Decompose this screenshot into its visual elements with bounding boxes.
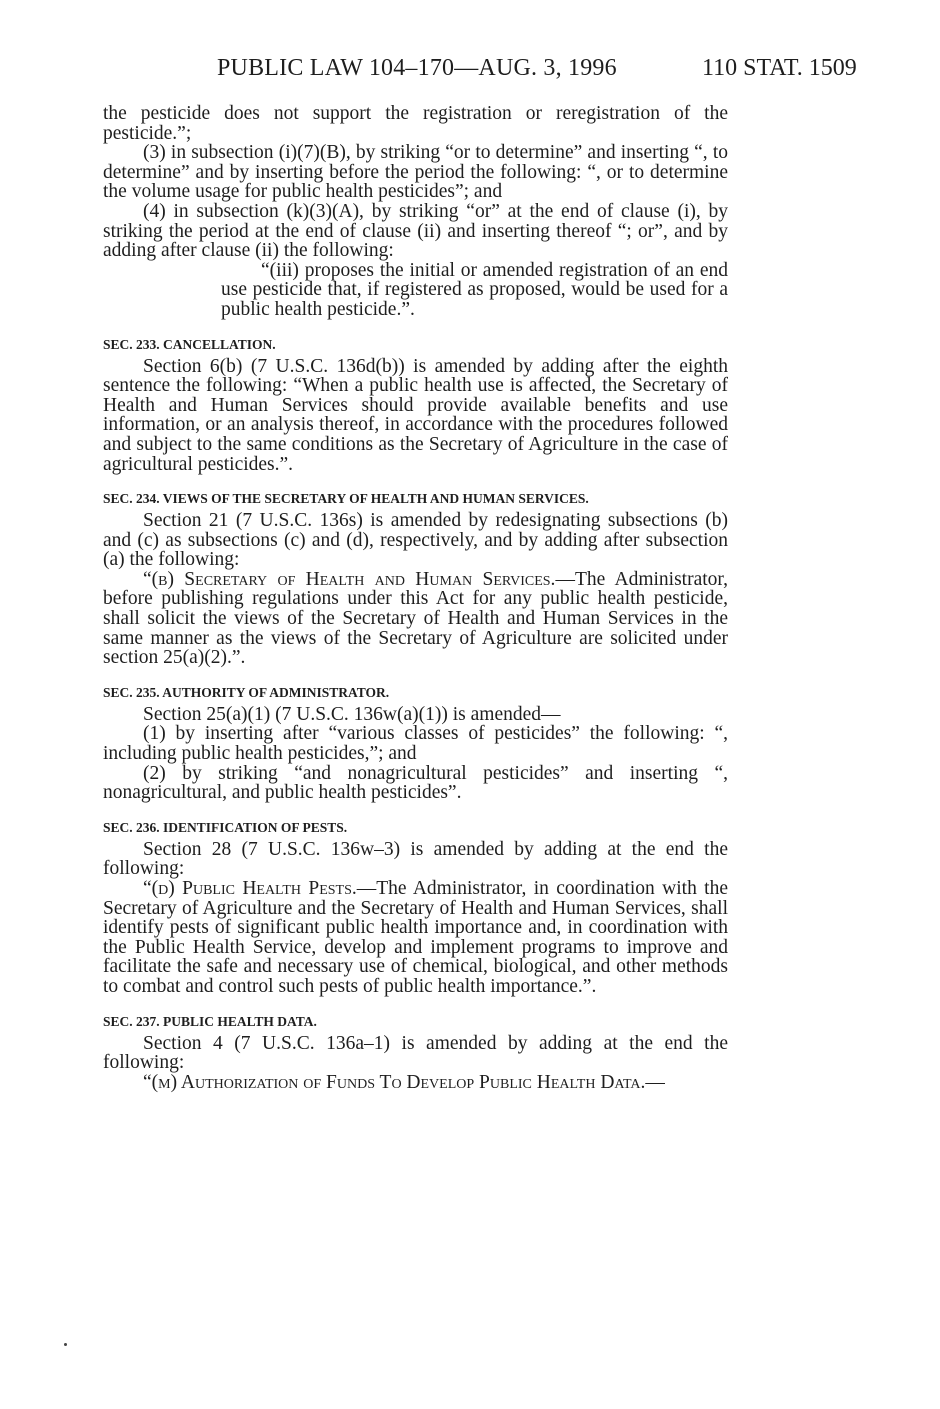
scan-speck — [64, 1343, 67, 1346]
quoted-clause-iii: “(iii) proposes the initial or amended registration of an end use pesticide that, if registered as proposed, would be used for a public health pesticide.”. — [221, 259, 728, 320]
section-heading-236: SEC. 236. IDENTIFICATION OF PESTS. — [103, 819, 348, 835]
section-body-237: Section 4 (7 U.S.C. 136a–1) is amended by adding at the end the following: — [103, 1032, 728, 1074]
paragraph-continuation: the pesticide does not support the registration or reregistration of the pesticide.”; — [103, 103, 728, 144]
paragraph-item-4: (4) in subsection (k)(3)(A), by striking “or” at the end of clause (i), by striking the period at the end of clause (ii) and inserting thereof “; or”, and by adding after clause (ii) the following: — [103, 200, 728, 262]
paragraph-item-3: (3) in subsection (i)(7)(B), by striking “or to determine” and inserting “, to determine” and by inserting before the period the following: “, or to determine the volume usage for public health pesticides”; and — [103, 142, 728, 203]
section-quote-236 — [103, 879, 728, 997]
quote-lead-236: “(d) Public Health Pests. — [143, 878, 357, 899]
section-heading-237: SEC. 237. PUBLIC HEALTH DATA. — [103, 1013, 317, 1029]
section-body-234: Section 21 (7 U.S.C. 136s) is amended by redesignating subsections (b) and (c) as subsections (c) and (d), respectively, and by adding after subsection (a) the following: — [103, 510, 728, 571]
section-item-235-2: (2) by striking “and nonagricultural pesticides” and inserting “, nonagricultural, and public health pesticides”. — [103, 762, 728, 804]
section-item-235-1: (1) by inserting after “various classes of pesticides” the following: “, including public health pesticides,”; and — [103, 723, 728, 765]
statute-page-number: 110 STAT. 1509 — [702, 55, 857, 81]
section-quote-234 — [103, 570, 728, 668]
document-body — [103, 104, 728, 1092]
running-header-title: PUBLIC LAW 104–170—AUG. 3, 1996 — [217, 55, 617, 81]
section-heading-235: SEC. 235. AUTHORITY OF ADMINISTRATOR. — [103, 684, 390, 700]
section-heading-234: SEC. 234. VIEWS OF THE SECRETARY OF HEALTH AND HUMAN SERVICES. — [103, 491, 589, 507]
quote-lead-234: “(b) Secretary of Health and Human Services. — [143, 568, 556, 590]
section-body-235: Section 25(a)(1) (7 U.S.C. 136w(a)(1)) is amended— — [143, 703, 561, 725]
section-body-233: Section 6(b) (7 U.S.C. 136d(b)) is amended by adding after the eighth sentence the following: “When a public health use is affected, the Secretary of Health and Human Services should provide available benefits and use information, or an analysis thereof, in accordance with the procedures followed and subject to the same conditions as the Secretary of Agriculture in the case of agricultural pesticides.”. — [103, 355, 728, 475]
quote-body-234: —The Administrator, before publishing regulations under this Act for any public health pesticide, shall solicit the views of the Secretary of Health and Human Services in the same manner as the views of the Secretary of Agriculture are solicited under section 25(a)(2).”. — [103, 568, 728, 669]
section-quote-237: “(m) Authorization of Funds To Develop Public Health Data.— — [143, 1071, 665, 1093]
section-body-236: Section 28 (7 U.S.C. 136w–3) is amended by adding at the end the following: — [103, 838, 728, 880]
quote-body-236: —The Administrator, in coordination with the Secretary of Agriculture and the Secretary of Health and Human Services, shall identify pests of significant public health importance and, in coordination with the Public Health Service, develop and implement programs to improve and facilitate the safe and necessary use of chemical, biological, and other methods to combat and control such pests of public health importance.”. — [103, 878, 728, 997]
section-heading-233: SEC. 233. CANCELLATION. — [103, 336, 276, 352]
